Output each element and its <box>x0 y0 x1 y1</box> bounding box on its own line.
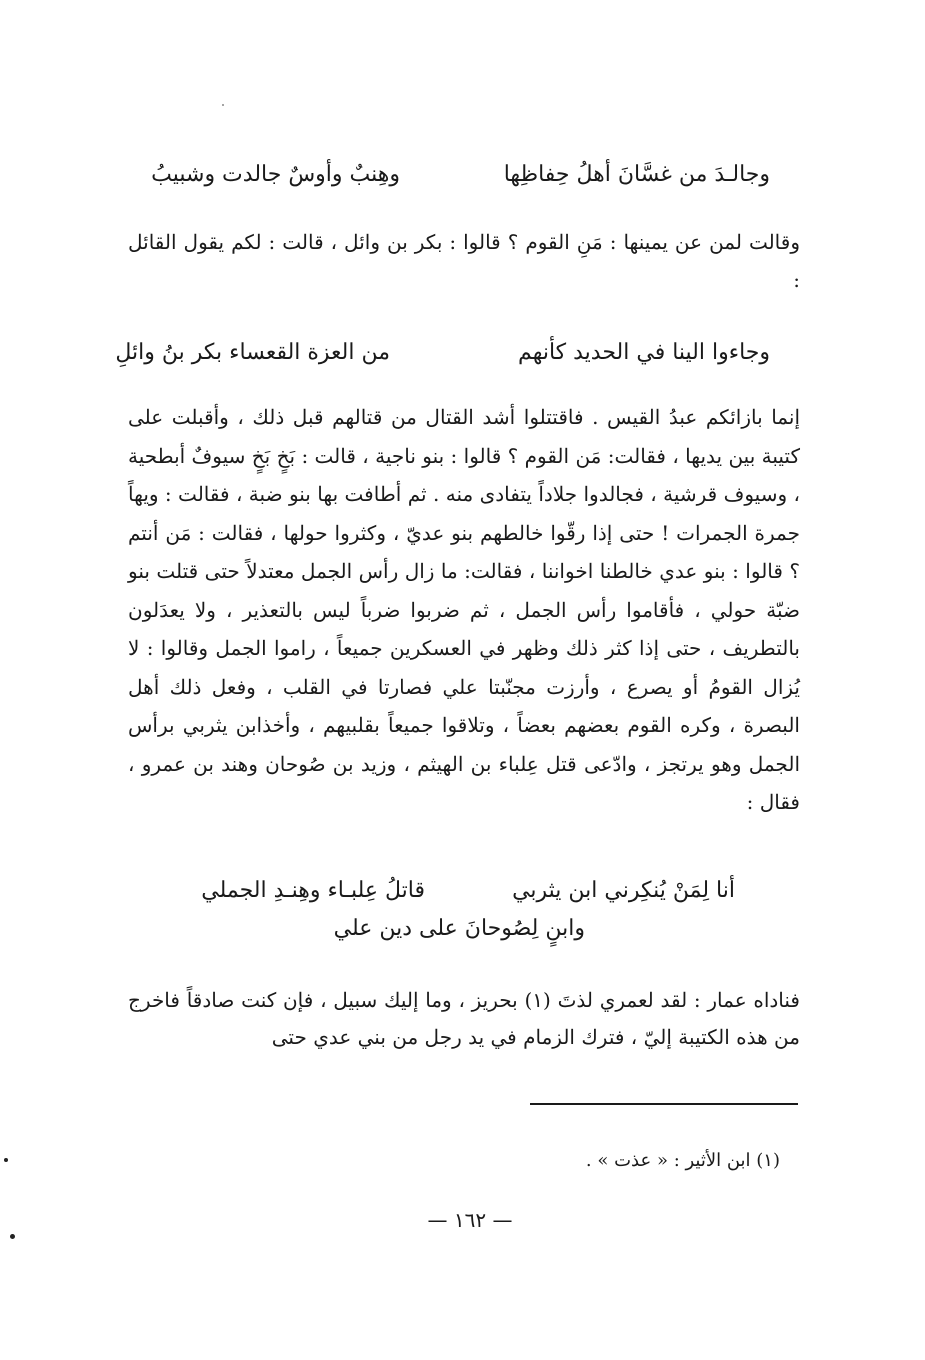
verse-3-second-hemistich: قاتلُ عِلبـاء وهِنـدِ الجملي <box>201 878 425 903</box>
footnote: (١) ابن الأثير : « عذت » . <box>585 1150 780 1171</box>
scan-speck <box>4 1158 8 1162</box>
verse-3 <box>110 874 770 964</box>
footnote-divider <box>530 1103 798 1105</box>
paragraph-1: وقالت لمن عن يمينها : مَنِ القوم ؟ قالوا : بكر بن وائل ، قالت : لكم يقول القائل : <box>128 230 800 292</box>
verse-1-first-hemistich: وجالـدَ من غسَّانَ أهلُ حِفاظِها <box>503 162 770 187</box>
page-number: — ١٦٢ — <box>427 1208 513 1232</box>
paragraph-2: إنما بازائكم عبدُ القيس . فاقتتلوا أشد القتال من قتالهم قبل ذلك ، وأقبلت على كتيبة بين يديها ، فقالت: مَن القوم ؟ قالوا : بنو ناجية ، قالت : بَخٍ بَخٍ سيوفٌ أبطحية ، وسيوف قرشية ، فجالدوا جلاداً يتفادى منه . ثم أطافت بها بنو ضبة ، فقالت : ويهاً جمرة الجمرات ! حتى إذا رقّوا خالطهم بنو عديّ ، وكثروا حولها ، فقالت : مَن أنتم ؟ قالوا : بنو عدي خالطنا اخواننا ، فقالت: ما زال رأس الجمل معتدلاً حتى قتلت بنو ضبّة حولي ، فأقاموا رأس الجمل ، ثم ضربوا ضرباً ليس بالتعذير ، ولا يعدَلون بالتطريف ، حتى إذا كثر ذلك وظهر في العسكرين جميعاً ، راموا الجمل وقالوا : لا يُزال القومُ أو يصرع ، وأرزت مجنّبتا علي فصارتا في القلب ، وفعل ذلك أهل البصرة ، وكره القوم بعضهم بعضاً ، وتلاقوا جميعاً بقلبيهم ، وأخذابن يثربي برأس الجمل وهو يرتجز ، وادّعى قتل عِلباء بن الهيثم ، وزيد بن صُوحان وهند بن عمرو ، فقال : <box>128 405 800 814</box>
verse-2-second-hemistich: من العزة القعساء بكر بنُ وائلِ <box>115 340 390 365</box>
scan-speck <box>222 104 224 106</box>
scan-speck <box>10 1234 15 1239</box>
verse-3-third-hemistich: وابنٍ لِصُوحانَ على دين علي <box>333 916 585 941</box>
paragraph-3: فناداه عمار : لقد لعمري لذتَ (١) بحريز ، وما إليك سبيل ، فإن كنت صادقاً فاخرج من هذه الكتيبة إليّ ، فترك الزمام في يد رجل من بني عدي حتى <box>128 988 800 1049</box>
verse-1-second-hemistich: وهِنبٌ وأوسٌ جالدت وشبيبُ <box>151 162 400 187</box>
verse-3-first-hemistich: أنا لِمَنْ يُنكِرني ابن يثربي <box>512 878 735 903</box>
verse-2-first-hemistich: وجاءوا الينا في الحديد كأنهم <box>518 340 770 365</box>
